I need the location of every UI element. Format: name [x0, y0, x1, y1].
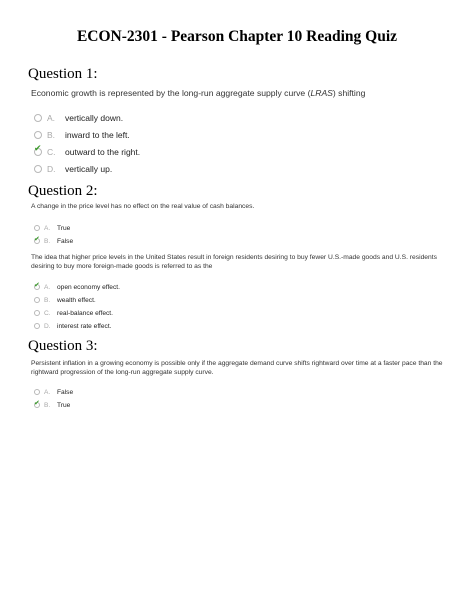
q1-option-c[interactable] [34, 145, 140, 159]
option-text: vertically up. [65, 164, 113, 174]
check-icon: ✔ [34, 399, 40, 407]
radio-icon[interactable] [34, 399, 40, 408]
q2-option-a[interactable] [34, 221, 70, 235]
option-letter: A. [44, 283, 51, 291]
option-letter: A. [44, 388, 51, 396]
option-text: interest rate effect. [57, 322, 112, 330]
option-letter: B. [44, 296, 51, 304]
question-2-prompt-2: The idea that higher price levels in the United States result in foreign residents desiring to buy fewer U.S.-made goods and U.S. residents desiring to buy more foreign-made goods is referred to as the [31, 254, 437, 271]
question-1-prompt: Economic growth is represented by the long-run aggregate supply curve (LRAS) shifting [31, 88, 366, 98]
q3-option-b[interactable] [34, 398, 70, 412]
radio-icon[interactable] [34, 323, 40, 329]
q1-option-d[interactable] [34, 162, 112, 176]
option-text: outward to the right. [65, 147, 141, 157]
radio-icon[interactable] [34, 281, 40, 290]
q2-option-b[interactable] [34, 234, 73, 248]
option-letter: A. [47, 113, 56, 123]
q1-option-a[interactable] [34, 111, 123, 125]
radio-icon[interactable] [34, 310, 40, 316]
question-1-heading: Question 1: [28, 66, 98, 82]
option-text: vertically down. [65, 113, 124, 123]
option-letter: A. [44, 224, 51, 232]
q2b-option-a[interactable] [34, 280, 120, 294]
question-2-prompt-1: A change in the price level has no effect on the real value of cash balances. [31, 203, 255, 210]
option-letter: D. [47, 164, 56, 174]
q1-option-b[interactable] [34, 128, 130, 142]
option-letter: D. [44, 322, 51, 330]
radio-icon[interactable] [34, 389, 40, 395]
option-text: False [57, 388, 74, 396]
radio-icon[interactable] [34, 144, 42, 156]
option-text: real-balance effect. [57, 309, 113, 317]
radio-icon[interactable] [34, 165, 42, 173]
q2b-option-d[interactable] [34, 319, 112, 333]
option-letter: B. [47, 130, 56, 140]
q2b-option-b[interactable] [34, 293, 96, 307]
check-icon: ✔ [34, 235, 40, 243]
option-letter: B. [44, 237, 51, 245]
option-text: open economy effect. [57, 283, 120, 291]
check-icon: ✔ [34, 144, 42, 154]
q3-option-a[interactable] [34, 385, 73, 399]
option-text: False [57, 237, 74, 245]
option-text: wealth effect. [57, 296, 96, 304]
check-icon: ✔ [34, 281, 40, 289]
option-letter: B. [44, 401, 51, 409]
radio-icon[interactable] [34, 131, 42, 139]
radio-icon[interactable] [34, 297, 40, 303]
option-text: True [57, 224, 71, 232]
option-letter: C. [47, 147, 56, 157]
question-3-heading: Question 3: [28, 338, 98, 354]
question-3-prompt: Persistent inflation in a growing economy is possible only if the aggregate demand curve shifts rightward over time at a faster pace than the rightward progression of the long-run aggregate supply curve. [31, 360, 443, 377]
q2b-option-c[interactable] [34, 306, 113, 320]
option-letter: C. [44, 309, 51, 317]
radio-icon[interactable] [34, 114, 42, 122]
radio-icon[interactable] [34, 235, 40, 244]
question-2-heading: Question 2: [28, 183, 98, 199]
page-title: ECON-2301 - Pearson Chapter 10 Reading Quiz [76, 28, 398, 45]
option-text: inward to the left. [65, 130, 130, 140]
option-text: True [57, 401, 71, 409]
radio-icon[interactable] [34, 225, 40, 231]
